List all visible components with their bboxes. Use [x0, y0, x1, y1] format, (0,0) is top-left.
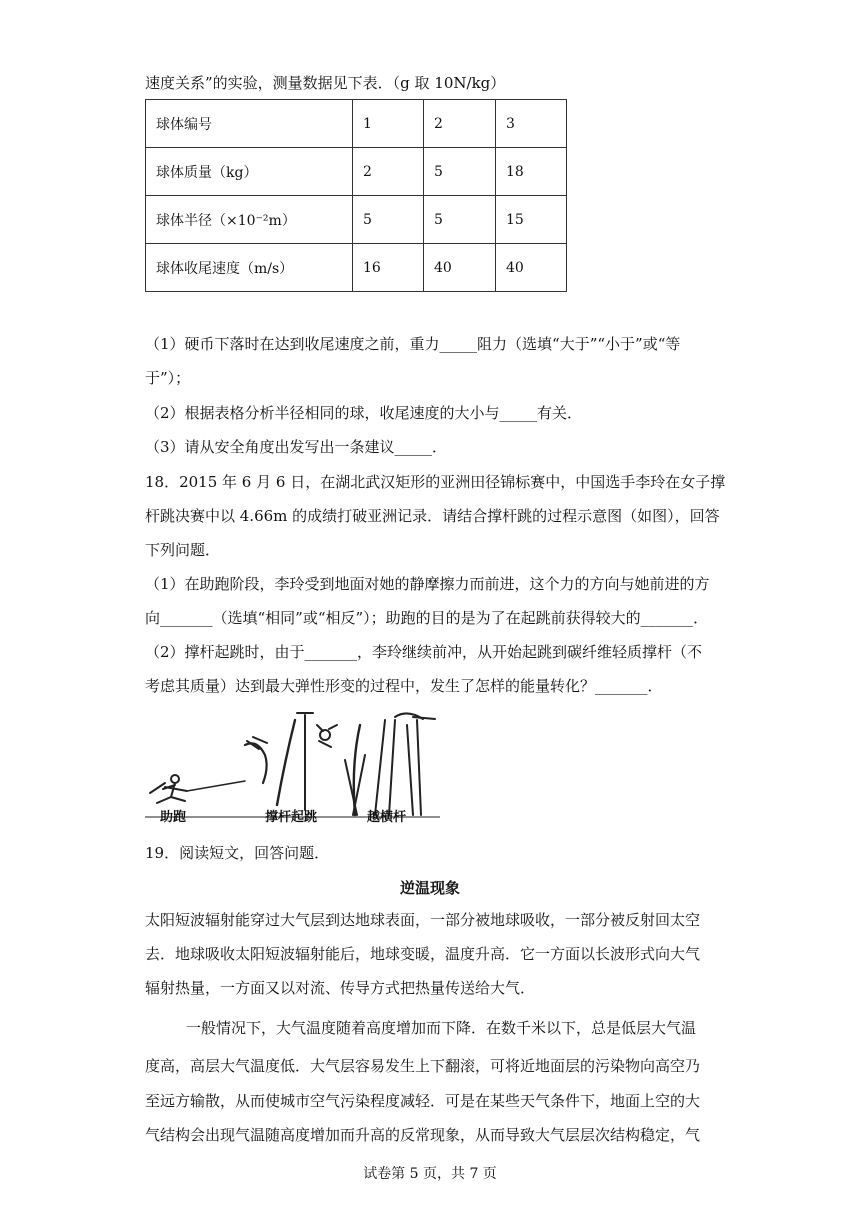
page-footer: 试卷第 5 页，共 7 页	[363, 1166, 497, 1182]
intro-text: 速度关系”的实验，测量数据见下表．（g 取 10N/kg）	[145, 74, 506, 92]
table-cell: 3	[496, 100, 567, 148]
figure-label-run: 助跑	[160, 810, 187, 825]
table-cell: 2	[424, 100, 496, 148]
q18-part2-line1: （2）撑杆起跳时，由于_______，李玲继续前冲，从开始起跳到碳纤维轻质撑杆（不	[145, 643, 703, 661]
table-cell: 球体收尾速度（m/s）	[146, 244, 353, 292]
table-cell: 球体半径（×10⁻²m）	[146, 196, 353, 244]
q17-part1-line2: 于”）；	[145, 369, 191, 387]
table-row	[146, 148, 567, 196]
q17-part3: （3）请从安全角度出发写出一条建议_____．	[145, 438, 448, 456]
figure-label-over-bar: 越横杆	[367, 810, 407, 825]
article-para1-line3: 辐射热量，一方面又以对流、传导方式把热量传送给大气．	[145, 979, 536, 997]
q18-stem-line1: 18．2015 年 6 月 6 日，在湖北武汉矩形的亚洲田径锦标赛中，中国选手李玲在女子撑	[145, 473, 726, 491]
article-para2-line3: 至远方输散，从而使城市空气污染程度减轻．可是在某些天气条件下，地面上空的大	[145, 1092, 701, 1110]
table-row	[146, 244, 567, 292]
table-cell: 40	[496, 244, 567, 292]
q18-stem-line3: 下列问题．	[145, 541, 221, 559]
table-cell: 球体编号	[146, 100, 353, 148]
table-row	[146, 196, 567, 244]
table-row	[146, 100, 567, 148]
q17-part2: （2）根据表格分析半径相同的球，收尾速度的大小与_____有关．	[145, 404, 583, 422]
article-para1-line2: 去．地球吸收太阳短波辐射能后，地球变暖，温度升高．它一方面以长波形式向大气	[145, 945, 701, 963]
table-cell: 40	[424, 244, 496, 292]
article-para1-line1: 太阳短波辐射能穿过大气层到达地球表面，一部分被地球吸收，一部分被反射回太空	[145, 911, 701, 929]
q18-part1-line2: 向_______（选填“相同”或“相反”）；助跑的目的是为了在起跳前获得较大的_______．	[145, 609, 709, 627]
table-cell: 球体质量（kg）	[146, 148, 353, 196]
table-cell: 18	[496, 148, 567, 196]
q18-stem-line2: 杆跳决赛中以 4.66m 的成绩打破亚洲记录．请结合撑杆跳的过程示意图（如图），回答	[145, 507, 720, 525]
q17-part1-line1: （1）硬币下落时在达到收尾速度之前，重力_____阻力（选填“大于”“小于”或“等	[145, 335, 681, 353]
q18-part1-line1: （1）在助跑阶段，李玲受到地面对她的静摩擦力而前进，这个力的方向与她前进的方	[145, 575, 710, 593]
vaulter-bar-drawing	[317, 713, 435, 815]
table-cell: 5	[424, 148, 496, 196]
vaulter-takeoff-drawing	[245, 713, 313, 810]
table-cell: 2	[353, 148, 424, 196]
article-para2-line4: 气结构会出现气温随高度增加而升高的反常现象，从而导致大气层层次结构稳定，气	[145, 1126, 701, 1144]
table-cell: 1	[353, 100, 424, 148]
table-cell: 5	[353, 196, 424, 244]
q19-stem: 19．阅读短文，回答问题．	[145, 844, 330, 862]
table-cell: 15	[496, 196, 567, 244]
runner-drawing	[150, 775, 245, 803]
figure-label-takeoff: 撑杆起跳	[265, 810, 318, 825]
q18-part2-line2: 考虑其质量）达到最大弹性形变的过程中，发生了怎样的能量转化？_______．	[145, 677, 663, 695]
table-cell: 5	[424, 196, 496, 244]
article-para2-line2: 度高，高层大气温度低．大气层容易发生上下翻滚，可将近地面层的污染物向高空乃	[145, 1057, 701, 1075]
data-table	[145, 99, 567, 292]
pole-vault-figure	[145, 705, 440, 830]
article-title: 逆温现象	[399, 879, 460, 897]
article-para2-line1: 一般情况下，大气温度随着高度增加而下降．在数千米以下，总是低层大气温	[186, 1019, 697, 1037]
table-cell: 16	[353, 244, 424, 292]
